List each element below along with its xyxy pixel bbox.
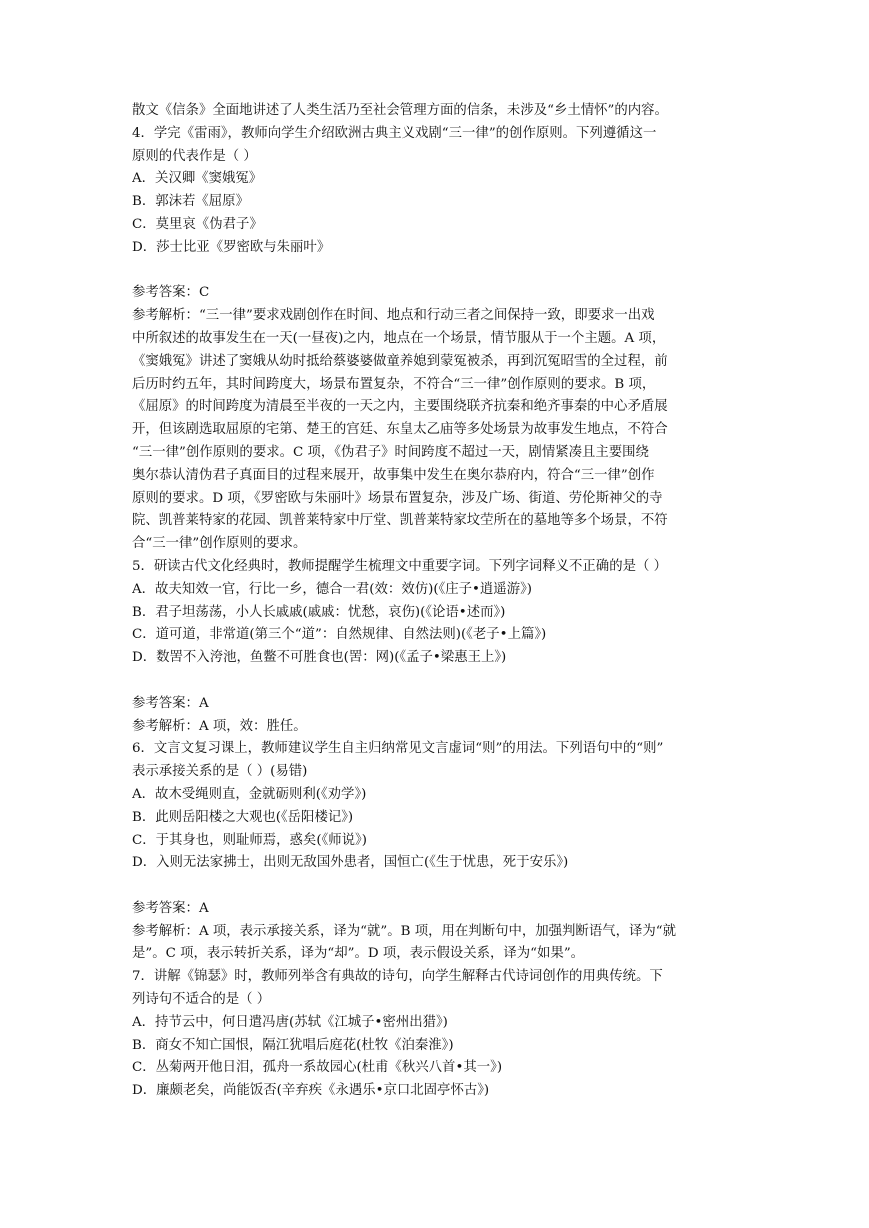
text-line: C．莫里哀《伪君子》 [132,216,263,232]
text-line: A．故木受绳则直，金就砺则利(《劝学》) [132,786,367,802]
text-line: 4．学完《雷雨》，教师向学生介绍欧洲古典主义戏剧“三一律”的创作原则。下列遵循这一 [132,125,657,141]
text-line: 原则的要求。D 项，《罗密欧与朱丽叶》场景布置复杂，涉及广场、街道、劳伦斯神父的寺 [132,490,663,506]
text-line: 表示承接关系的是（ ）(易错) [132,764,308,780]
text-line: A．持节云中，何日遣冯唐(苏轼《江城子•密州出猎》) [132,1014,448,1030]
text-line: 《窦娥冤》讲述了窦娥从幼时抵给蔡婆婆做童养媳到蒙冤被杀，再到沉冤昭雪的全过程，前 [132,353,668,369]
text-line: 参考解析：“三一律”要求戏剧创作在时间、地点和行动三者之间保持一致，即要求一出戏 [132,308,655,324]
text-line: B．郭沫若《屈原》 [132,194,249,210]
text-line: 参考答案：A [132,695,209,711]
text-line: A．故夫知效一官，行比一乡，德合一君(效：效仿)(《庄子•逍遥游》) [132,581,533,597]
text-line: 中所叙述的故事发生在一天(一昼夜)之内，地点在一个场景，情节服从于一个主题。A 项， [132,330,666,346]
text-line: C．道可道，非常道(第三个“道”：自然规律、自然法则)(《老子•上篇》) [132,627,547,643]
text-line: B．此则岳阳楼之大观也(《岳阳楼记》) [132,809,354,825]
text-line: 列诗句不适合的是（ ） [132,992,271,1008]
text-line: 参考答案：C [132,285,210,301]
text-line: 是”。C 项，表示转折关系，译为“却”。D 项，表示假设关系，译为“如果”。 [132,946,585,962]
text-line: “三一律”创作原则的要求。C 项，《伪君子》时间跨度不超过一天，剧情紧凑且主要围绕 [132,444,649,460]
blank-line [132,260,741,283]
text-line: 奥尔恭认清伪君子真面目的过程来展开，故事集中发生在奥尔恭府内，符合“三一律”创作 [132,467,655,483]
text-line: 5．研读古代文化经典时，教师提醒学生梳理文中重要字词。下列字词释义不正确的是（ ） [132,558,668,574]
text-line: 后历时约五年，其时间跨度大，场景布置复杂，不符合“三一律”创作原则的要求。B 项， [132,376,656,392]
text-line: D．莎士比亚《罗密欧与朱丽叶》 [132,239,331,255]
text-line: C．于其身也，则耻师焉，惑矣(《师说》) [132,832,367,848]
text-line: A．关汉卿《窦娥冤》 [132,171,263,187]
text-line: 参考答案：A [132,900,209,916]
text-line: 原则的代表作是（ ） [132,148,257,164]
text-line: 6．文言文复习课上，教师建议学生自主归纳常见文言虚词“则”的用法。下列语句中的“则” [132,741,664,757]
blank-line [132,875,741,898]
text-line: 开，但该剧选取屈原的宅第、楚王的宫廷、东皇太乙庙等多处场景为故事发生地点，不符合 [132,422,668,438]
text-line: B．君子坦荡荡，小人长戚戚(戚戚：忧愁，哀伤)(《论语•述而》) [132,604,506,620]
text-line: 院、凯普莱特家的花园、凯普莱特家中厅堂、凯普莱特家坟茔所在的墓地等多个场景，不符 [132,513,668,529]
text-line: B．商女不知亡国恨，隔江犹唱后庭花(杜牧《泊秦淮》) [132,1037,454,1053]
text-line: 合“三一律”创作原则的要求。 [132,536,307,552]
text-line: 《屈原》的时间跨度为清晨至半夜的一天之内，主要围绕联齐抗秦和绝齐事秦的中心矛盾展 [132,399,668,415]
text-line: D．入则无法家拂士，出则无敌国外患者，国恒亡(《生于忧患，死于安乐》) [132,855,569,871]
blank-line [132,670,741,693]
text-line: D．廉颇老矣，尚能饭否(辛弃疾《永遇乐•京口北固亭怀古》) [132,1083,490,1099]
text-line: 7．讲解《锦瑟》时，教师列举含有典故的诗句，向学生解释古代诗词创作的用典传统。下 [132,969,663,985]
text-line: C．丛菊两开他日泪，孤舟一系故园心(杜甫《秋兴八首•其一》) [132,1060,503,1076]
text-line: D．数罟不入洿池，鱼鳖不可胜食也(罟：网)(《孟子•梁惠王上》) [132,650,507,666]
text-line: 参考解析：A 项，表示承接关系，译为“就”。B 项，用在判断句中，加强判断语气，译为“就 [132,923,677,939]
text-line: 散文《信条》全面地讲述了人类生活乃至社会管理方面的信条，未涉及“乡土情怀”的内容。 [132,103,668,118]
text-line: 参考解析：A 项，效：胜任。 [132,718,307,734]
